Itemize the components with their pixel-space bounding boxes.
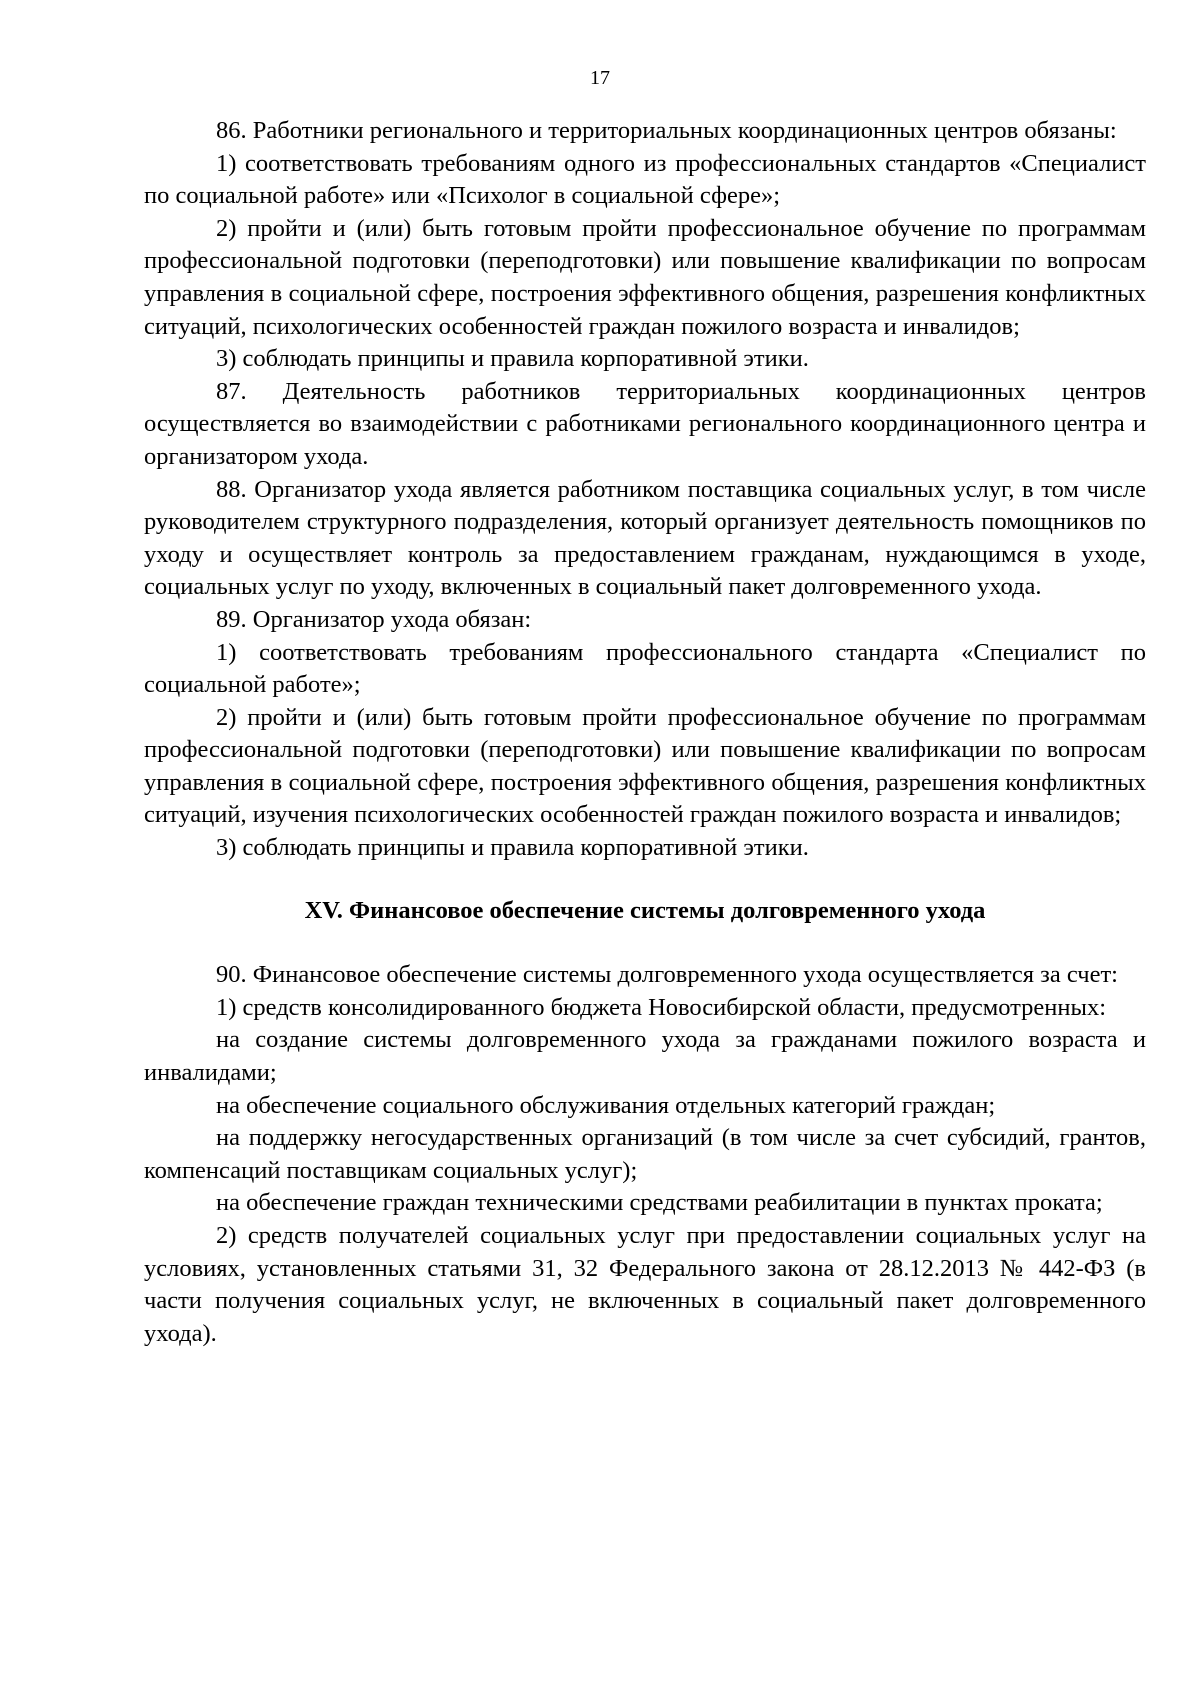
paragraph-87: 87. Деятельность работников территориальных координационных центров осуществляется во взаимодействии с работниками регионального координационного центра и организатором ухода. [144,377,1146,470]
paragraph-88: 88. Организатор ухода является работником поставщика социальных услуг, в том числе руководителем структурного подразделения, который организует деятельность помощников по уходу и осуществляет контроль за предоставлением гражданам, нуждающимся в уходе, социальных услуг по уходу, включенных в социальный пакет долговременного ухода. [144,475,1146,601]
paragraph-90-subitem-3: на поддержку негосударственных организаций (в том числе за счет субсидий, грантов, компенсаций поставщикам социальных услуг); [144,1124,1146,1184]
paragraph-90-item-2: 2) средств получателей социальных услуг при предоставлении социальных услуг на условиях, установленных статьями 31, 32 Федерального закона от 28.12.2013 № 442-ФЗ (в части получения социальных услуг, не включенных в социальный пакет долговременного ухода). [144,1222,1146,1347]
paragraph-90-item-1: 1) средств консолидированного бюджета Новосибирской области, предусмотренных: [216,993,1107,1021]
paragraph-89-item-2: 2) пройти и (или) быть готовым пройти профессиональное обучение по программам профессиональной подготовки (переподготовки) или повышение квалификации по вопросам управления в социальной сфере, построения эффективного общения, разрешения конфликтных ситуаций, изучения психологических особенностей граждан пожилого возраста и инвалидов; [144,703,1146,829]
paragraph-89-item-3: 3) соблюдать принципы и правила корпоративной этики. [216,834,809,862]
page-number: 17 [590,67,610,89]
paragraph-86-item-1: 1) соответствовать требованиям одного из профессиональных стандартов «Специалист по социальной работе» или «Психолог в социальной сфере»; [144,149,1146,210]
paragraph-86-item-2: 2) пройти и (или) быть готовым пройти профессиональное обучение по программам профессиональной подготовки (переподготовки) или повышение квалификации по вопросам управления в социальной сфере, построения эффективного общения, разрешения конфликтных ситуаций, психологических особенностей граждан пожилого возраста и инвалидов; [144,214,1146,340]
document-body [144,115,1146,1350]
paragraph-86-item-3: 3) соблюдать принципы и правила корпоративной этики. [216,345,809,373]
paragraph-90-subitem-4: на обеспечение граждан техническими средствами реабилитации в пунктах проката; [216,1189,1103,1217]
paragraph-90-subitem-2: на обеспечение социального обслуживания отдельных категорий граждан; [216,1091,996,1119]
paragraph-89-item-1: 1) соответствовать требованиям профессионального стандарта «Специалист по социальной работе»; [144,638,1146,699]
section-heading: XV. Финансовое обеспечение системы долговременного ухода [304,896,986,924]
paragraph-89: 89. Организатор ухода обязан: [216,605,532,633]
paragraph-90-subitem-1: на создание системы долговременного ухода за гражданами пожилого возраста и инвалидами; [144,1026,1146,1087]
paragraph-86: 86. Работники регионального и территориальных координационных центров обязаны: [216,117,1117,144]
paragraph-90: 90. Финансовое обеспечение системы долговременного ухода осуществляется за счет: [216,961,1118,989]
